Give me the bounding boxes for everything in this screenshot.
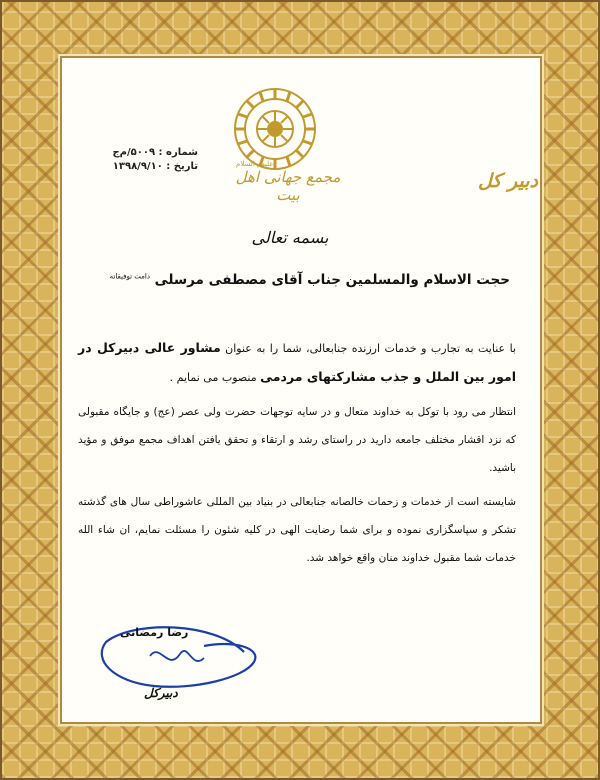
recipient-line bbox=[80, 272, 510, 288]
letter-body bbox=[78, 334, 516, 572]
letter-number: شماره : ۵۰۰۹/م‌ج bbox=[112, 147, 198, 158]
letter-meta bbox=[64, 146, 198, 174]
secretariat-label: دبیر کل bbox=[478, 170, 539, 192]
body-paragraph-2: انتظار می رود با توکل به خداوند متعال و در سایه توجهات حضرت ولی عصر (عج) و جایگاه مقبولی که نزد اقشار مختلف جامعه دارید در راستای رشد و ارتقاء و تحقق یافتن اهداف مجمع موفق و مؤید باشید. bbox=[78, 406, 516, 474]
invocation: بسمه تعالی bbox=[251, 228, 329, 247]
letter-date: تاریخ : ۱۳۹۸/۹/۱۰ bbox=[112, 161, 198, 172]
signatory-name: رضا رمضانی bbox=[120, 626, 189, 639]
appointment-title: مشاور عالی دبیرکل در امور بین الملل و جذب مشارکتهای مردمی bbox=[78, 340, 516, 384]
body-p1-end: منصوب می نمایم . bbox=[169, 371, 261, 384]
body-paragraph-3: شایسته است از خدمات و زحمات خالصانه جنابعالی در بنیاد بین المللی عاشوراطی سال های گذشته تشکر و سپاسگزاری نموده و برای شما رضایت الهی در کلیه شئون را مسئلت نمایم، ان شاء الله خدمات شما مقبول خداوند منان واقع خواهد شد. bbox=[78, 496, 516, 564]
recipient-honorific: دامت توفیقاته bbox=[109, 272, 150, 281]
body-p1-intro: با عنایت به تجارب و خدمات ارزنده جنابعالی، شما را به عنوان bbox=[220, 342, 516, 355]
recipient-title: حجت الاسلام والمسلمین جناب آقای مصطفی مرسلی bbox=[154, 272, 510, 288]
body-paragraph-1 bbox=[78, 334, 516, 392]
org-honorific: علیهم السلام bbox=[236, 160, 274, 168]
org-name: مجمع جهانی اهل بیت bbox=[235, 168, 341, 204]
signatory-title: دبیرکل bbox=[144, 686, 178, 700]
